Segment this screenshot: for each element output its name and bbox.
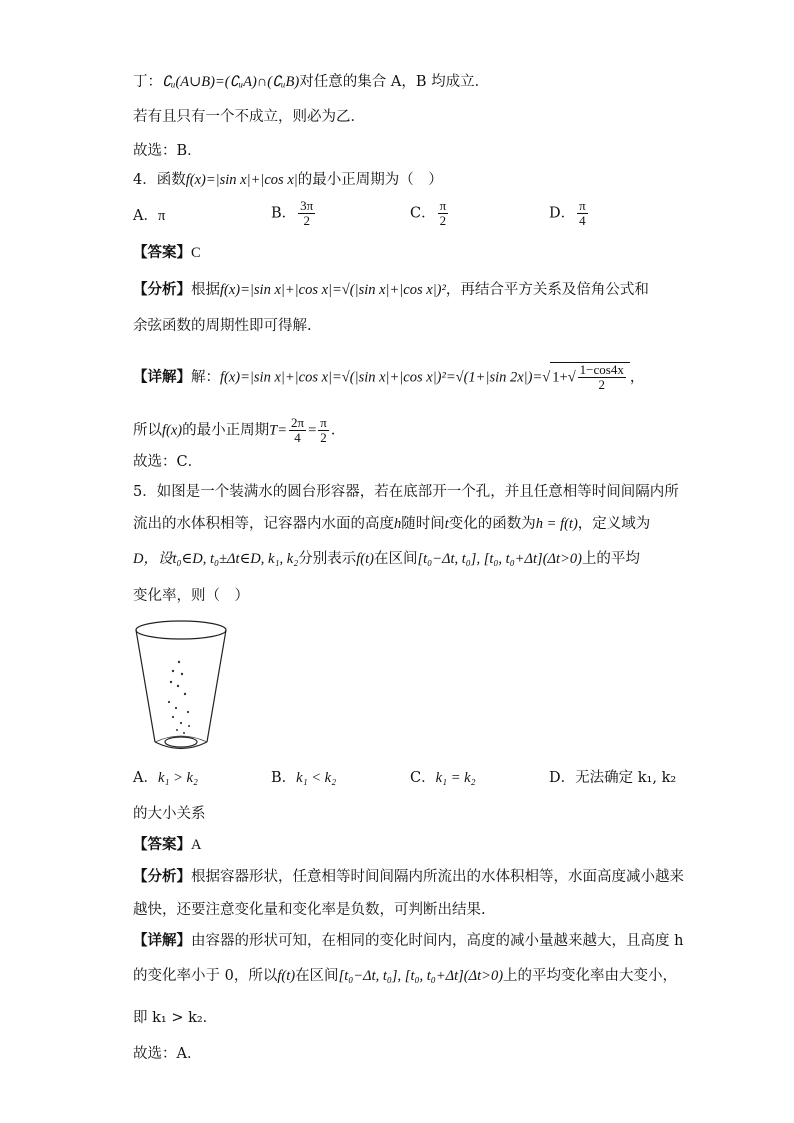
q5-choose: 故选：A． xyxy=(133,1046,202,1062)
q4-analysis-tag: 【分析】 xyxy=(133,281,191,298)
q5-option-c-label: C． xyxy=(410,770,436,786)
statement-ding-suffix: 对任意的集合 A，B 均成立． xyxy=(299,74,490,90)
q4-option-b xyxy=(271,199,317,228)
q4-choose: 故选：C． xyxy=(133,454,203,470)
q4-detail-prefix: 解： xyxy=(191,369,220,386)
q5-option-d-label: D． xyxy=(549,770,576,786)
q4-detail-fraction xyxy=(578,363,626,392)
q4-option-b-num: 3π xyxy=(300,198,314,213)
q4-period-line xyxy=(133,416,345,445)
q4-period-frac2-num: π xyxy=(320,415,327,430)
q5-detail-text1: 由容器的形状可知，在相同的变化时间内，高度的减小量越来越大，且高度 h xyxy=(191,933,684,949)
q5-stem2-formula: h = f(t) xyxy=(535,516,578,532)
water-droplets xyxy=(168,661,190,734)
cup-left-wall xyxy=(136,630,155,742)
q4-period-eq: = xyxy=(308,422,317,439)
q5-stem2-suffix: ，定义域为 xyxy=(577,516,651,532)
q5-detail2-prefix: 的变化率小于 0，所以 xyxy=(133,968,278,984)
q5-answer-tag: 【答案】 xyxy=(133,836,191,853)
q4-option-c-fraction xyxy=(438,199,449,228)
q5-option-d-expr: 无法确定 k₁, k₂ xyxy=(575,770,677,786)
q5-stem2-mid: 随时间 xyxy=(401,516,445,532)
q5-analysis-line1 xyxy=(133,866,684,888)
q5-analysis-text1: 根据容器形状，任意相等时间间隔内所流出的水体积相等，水面高度减小越来 xyxy=(191,869,684,885)
q4-period-frac2 xyxy=(318,416,329,445)
q5-stem2-prefix: 流出的水体积相等，记容器内水面的高度 xyxy=(133,516,394,532)
q4-stem-formula: f(x)=|sin x|+|cos x| xyxy=(185,172,298,188)
q5-analysis-tag: 【分析】 xyxy=(133,868,191,885)
q4-option-a xyxy=(133,205,165,227)
q5-stem-line3 xyxy=(133,548,640,570)
q5-option-a-expr: k₁ > k₂ xyxy=(157,770,198,786)
frustum-container-figure xyxy=(133,616,229,752)
q4-answer xyxy=(133,242,201,264)
q5-option-c xyxy=(410,767,476,789)
q5-stem-line1: 5．如图是一个装满水的圆台形容器，若在底部开一个孔，并且任意相等时间间隔内所 xyxy=(133,484,679,500)
q4-period-end: ． xyxy=(330,422,346,439)
q4-detail-line xyxy=(133,362,644,392)
q4-detail-formula-a: f(x)=|sin x|+|cos x|=√(|sin x|+|cos x|)²=√(1+|sin 2x|)= xyxy=(220,369,543,386)
q5-analysis-line2: 越快，还要注意变化量和变化率是负数，可判断出结果. xyxy=(133,902,486,918)
q5-stem3-suffix: 上的平均 xyxy=(581,551,640,567)
q4-period-fx: f(x) xyxy=(162,422,183,439)
q5-stem-line2 xyxy=(133,513,650,535)
q5-stem3-formula: t₀∈D, t₀±Δt∈D, k₁, k₂ xyxy=(172,551,299,567)
conclusion-line: 若有且只有一个不成立，则必为乙． xyxy=(133,109,365,125)
q4-stem-suffix: 的最小正周期为（ ） xyxy=(297,172,443,188)
q4-answer-tag: 【答案】 xyxy=(133,244,191,261)
q5-detail2-mid: 在区间 xyxy=(295,968,339,984)
q4-stem-prefix: 4．函数 xyxy=(133,172,186,188)
q4-period-frac2-den: 2 xyxy=(320,430,327,445)
q4-detail-tag: 【详解】 xyxy=(133,368,191,386)
q5-detail-line2 xyxy=(133,965,677,987)
q4-period-frac1 xyxy=(289,416,306,445)
q5-stem3-ft: f(t) xyxy=(356,551,374,567)
q4-analysis-suffix: ，再结合平方关系及倍角公式和 xyxy=(445,282,649,298)
q5-detail-tag: 【详解】 xyxy=(133,932,191,949)
q5-option-d-continuation: 的大小关系 xyxy=(133,806,206,822)
q5-stem2-h: h xyxy=(394,516,402,532)
q4-detail-sqrt-sign: √ xyxy=(542,369,551,386)
q4-option-c xyxy=(410,199,450,228)
q4-option-a-label: A． xyxy=(133,208,158,224)
q4-analysis-formula: f(x)=|sin x|+|cos x|=√(|sin x|+|cos x|)² xyxy=(220,282,446,298)
q4-detail-sqrt-body xyxy=(550,362,630,392)
q4-option-b-label: B． xyxy=(271,205,297,222)
q5-stem2-mid2: 变化的函数为 xyxy=(448,516,536,532)
q4-detail-formula-b-lead: 1+ xyxy=(552,369,568,386)
q5-stem3-mid2: 在区间 xyxy=(373,551,418,567)
q5-detail-line1 xyxy=(133,930,683,952)
q5-option-d xyxy=(549,767,676,789)
q4-option-c-den: 2 xyxy=(439,213,447,228)
statement-ding xyxy=(133,71,489,93)
q4-option-d-den: 4 xyxy=(579,213,586,228)
statement-ding-prefix: 丁： xyxy=(133,74,162,90)
q4-detail-inner-sqrt-sign: √ xyxy=(567,369,576,386)
q5-option-a xyxy=(133,767,198,789)
q4-period-mid: 的最小正周期 xyxy=(182,422,270,439)
q5-detail-line3: 即 k₁ > k₂． xyxy=(133,1010,218,1026)
cup-bottom-hole xyxy=(165,737,197,747)
q4-detail-fraction-den: 2 xyxy=(598,377,605,392)
q5-stem-line4: 变化率，则（ ） xyxy=(133,588,249,604)
q5-detail2-intervals: [t₀−Δt, t₀], [t₀, t₀+Δt](Δt>0) xyxy=(338,968,504,984)
q4-detail-suffix: ， xyxy=(629,369,645,386)
q4-option-c-label: C． xyxy=(410,205,436,222)
q4-option-d-label: D． xyxy=(549,205,576,222)
choose-b-line: 故选：B． xyxy=(133,143,202,159)
q5-answer-value: A xyxy=(191,837,202,853)
q5-stem3-mid: 分别表示 xyxy=(298,551,357,567)
q4-option-c-num: π xyxy=(439,198,447,213)
cup-right-wall xyxy=(207,630,226,742)
q5-option-a-label: A． xyxy=(133,770,158,786)
q5-stem3-prefix: D，设 xyxy=(133,551,173,567)
q4-option-d xyxy=(549,199,590,228)
q4-option-d-fraction xyxy=(577,199,588,228)
q4-analysis-line1 xyxy=(133,279,649,301)
q4-option-a-value: π xyxy=(157,208,166,224)
q4-period-prefix: 所以 xyxy=(133,422,162,439)
q4-detail-fraction-num: 1−cos4x xyxy=(579,362,624,377)
q5-stem3-intervals: [t₀−Δt, t₀], [t₀, t₀+Δt](Δt>0) xyxy=(417,551,582,567)
q5-option-b-label: B． xyxy=(271,770,297,786)
q4-period-frac1-den: 4 xyxy=(294,430,301,445)
q4-period-frac1-num: 2π xyxy=(290,415,305,430)
q4-option-b-den: 2 xyxy=(303,213,310,228)
q5-option-c-expr: k₁ = k₂ xyxy=(435,770,476,786)
q4-analysis-prefix: 根据 xyxy=(191,282,220,298)
q4-answer-value: C xyxy=(191,245,201,261)
q5-option-b-expr: k₁ < k₂ xyxy=(296,770,337,786)
statement-ding-formula: ∁ᵤ(A∪B)=(∁ᵤA)∩(∁ᵤB) xyxy=(162,74,300,90)
q4-option-d-num: π xyxy=(579,198,586,213)
q5-stem2-t: t xyxy=(444,516,449,532)
q5-answer xyxy=(133,834,201,856)
cup-top-rim xyxy=(136,621,226,639)
q4-option-b-fraction xyxy=(298,199,315,228)
q4-analysis-line2: 余弦函数的周期性即可得解. xyxy=(133,318,312,334)
q4-stem xyxy=(133,169,443,191)
q5-detail2-suffix: 上的平均变化率由大变小， xyxy=(503,968,678,984)
q5-option-b xyxy=(271,767,336,789)
q5-detail2-ft: f(t) xyxy=(277,968,296,984)
q4-period-T: T= xyxy=(269,422,287,439)
